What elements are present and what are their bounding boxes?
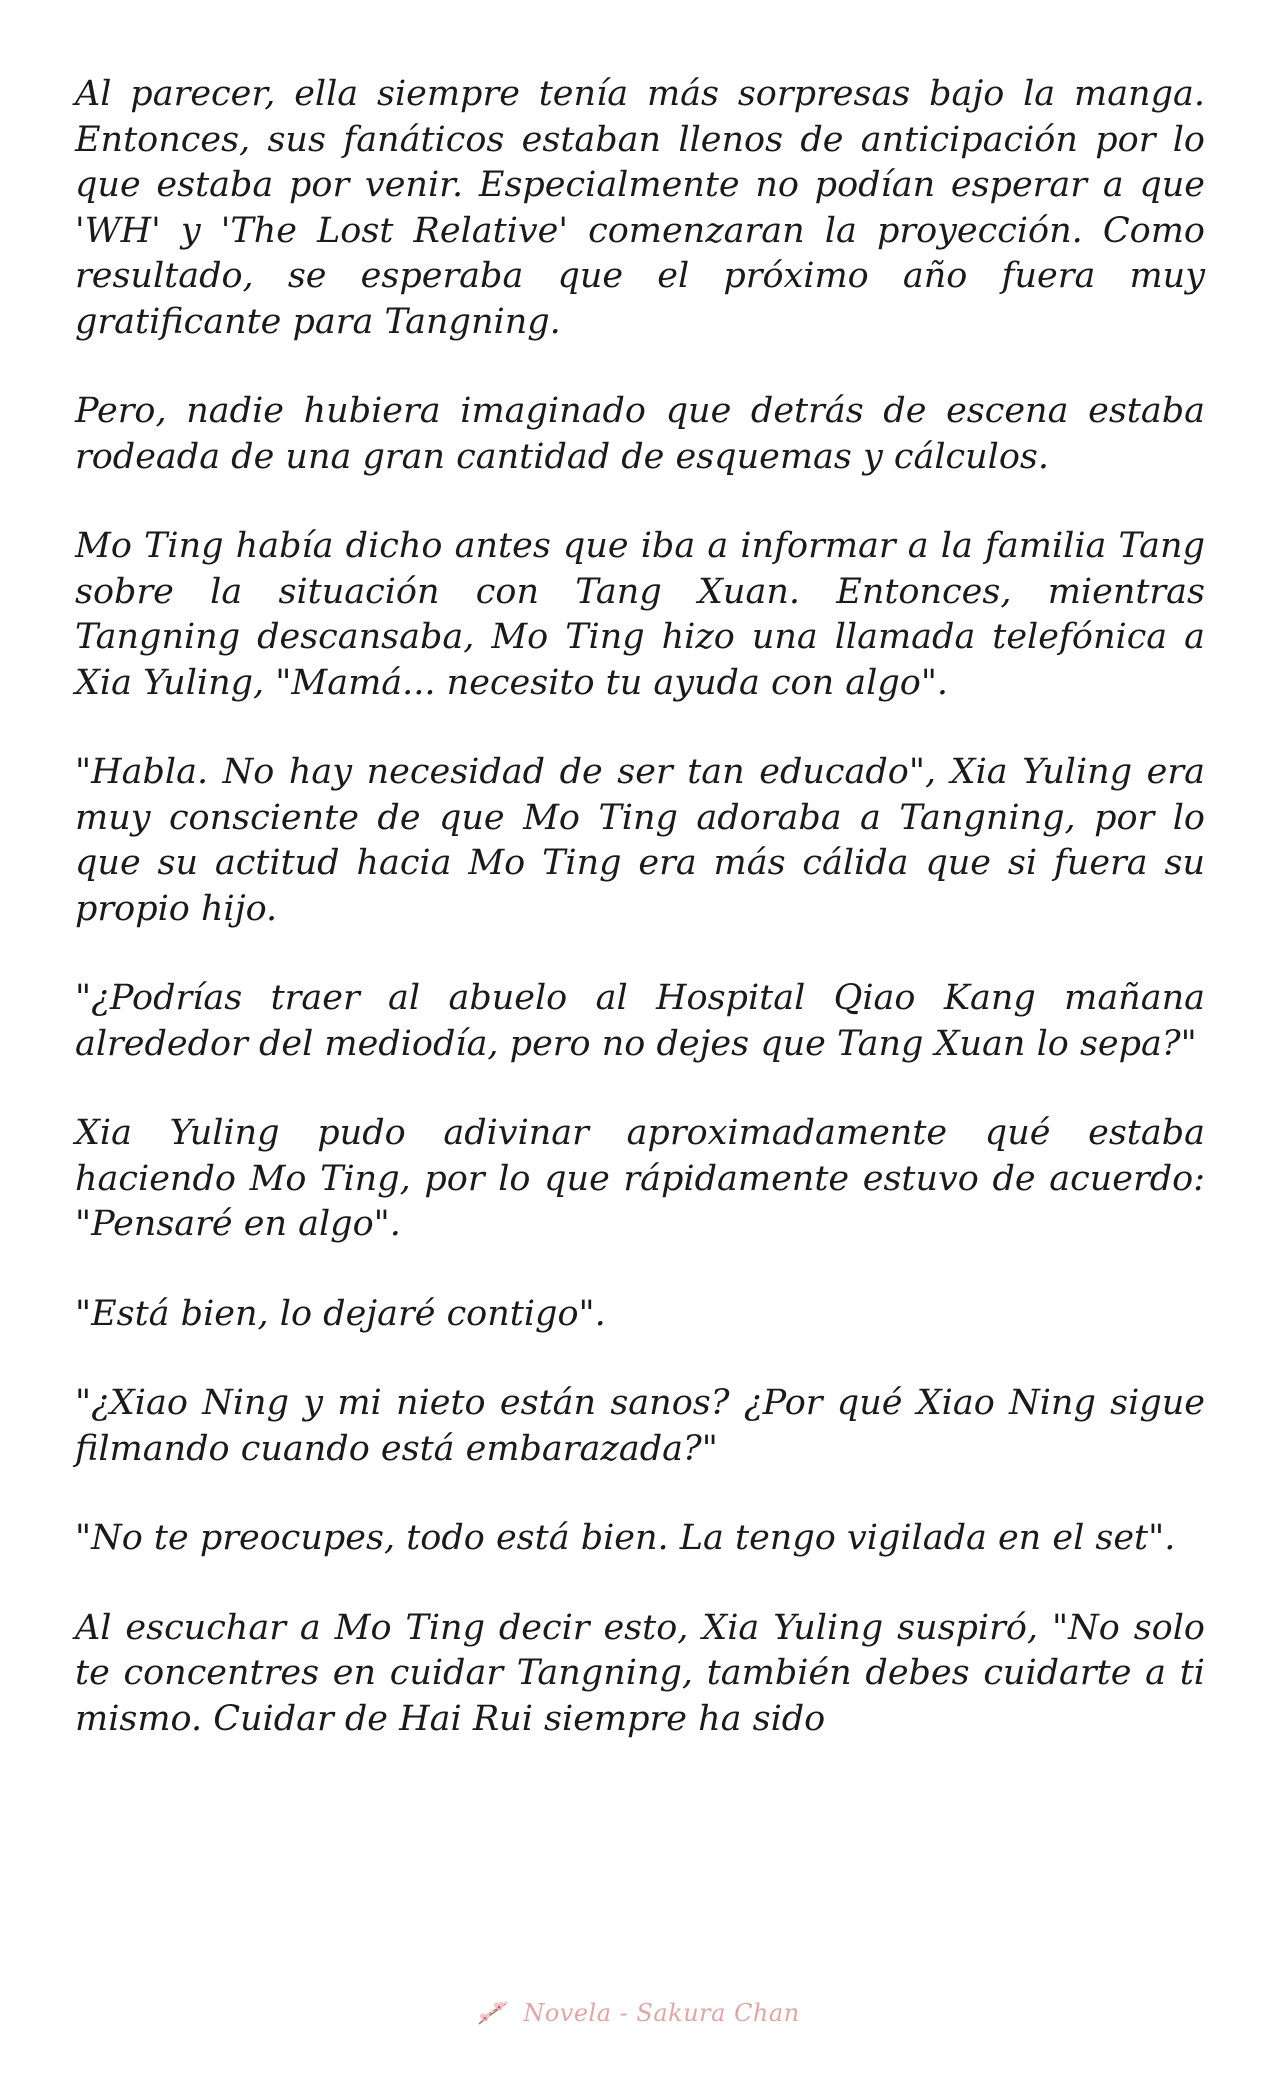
- paragraph: Al parecer, ella siempre tenía más sorpresas bajo la manga. Entonces, sus fanáticos estaban llenos de anticipación por lo que estaba por venir. Especialmente no podían esperar a que 'WH' y 'The Lost Relative' comenzaran la proyección. Como resultado, se esperaba que el próximo año fuera muy gratificante para Tangning.: [75, 74, 1205, 342]
- paragraph: "¿Podrías traer al abuelo al Hospital Qiao Kang mañana alrededor del mediodía, pero no dejes que Tang Xuan lo sepa?": [75, 978, 1205, 1064]
- watermark: [0, 1993, 1275, 2033]
- watermark-inner: [475, 1998, 799, 2028]
- paragraph: "¿Xiao Ning y mi nieto están sanos? ¿Por qué Xiao Ning sigue filmando cuando está embarazada?": [75, 1383, 1205, 1469]
- watermark-text: Novela - Sakura Chan: [523, 1999, 800, 2027]
- text-body: [75, 72, 1205, 1786]
- paragraph: Al escuchar a Mo Ting decir esto, Xia Yuling suspiró, "No solo te concentres en cuidar Tangning, también debes cuidarte a ti mismo. Cuidar de Hai Rui siempre ha sido: [75, 1607, 1205, 1739]
- paragraph: "No te preocupes, todo está bien. La tengo vigilada en el set".: [75, 1518, 1176, 1558]
- paragraph: "Habla. No hay necesidad de ser tan educado", Xia Yuling era muy consciente de que Mo Ting adoraba a Tangning, por lo que su actitud hacia Mo Ting era más cálida que si fuera su propio hijo.: [75, 752, 1205, 929]
- paragraph: Xia Yuling pudo adivinar aproximadamente qué estaba haciendo Mo Ting, por lo que rápidamente estuvo de acuerdo: "Pensaré en algo".: [75, 1113, 1205, 1244]
- paragraph: Pero, nadie hubiera imaginado que detrás de escena estaba rodeada de una gran cantidad de esquemas y cálculos.: [75, 391, 1205, 477]
- paragraph: Mo Ting había dicho antes que iba a informar a la familia Tang sobre la situación con Tang Xuan. Entonces, mientras Tangning descansaba, Mo Ting hizo una llamada telefónica a Xia Yuling, "Mamá... necesito tu ayuda con algo".: [75, 526, 1205, 703]
- sakura-flower-icon: [475, 1998, 513, 2028]
- paragraph: "Está bien, lo dejaré contigo".: [75, 1293, 606, 1334]
